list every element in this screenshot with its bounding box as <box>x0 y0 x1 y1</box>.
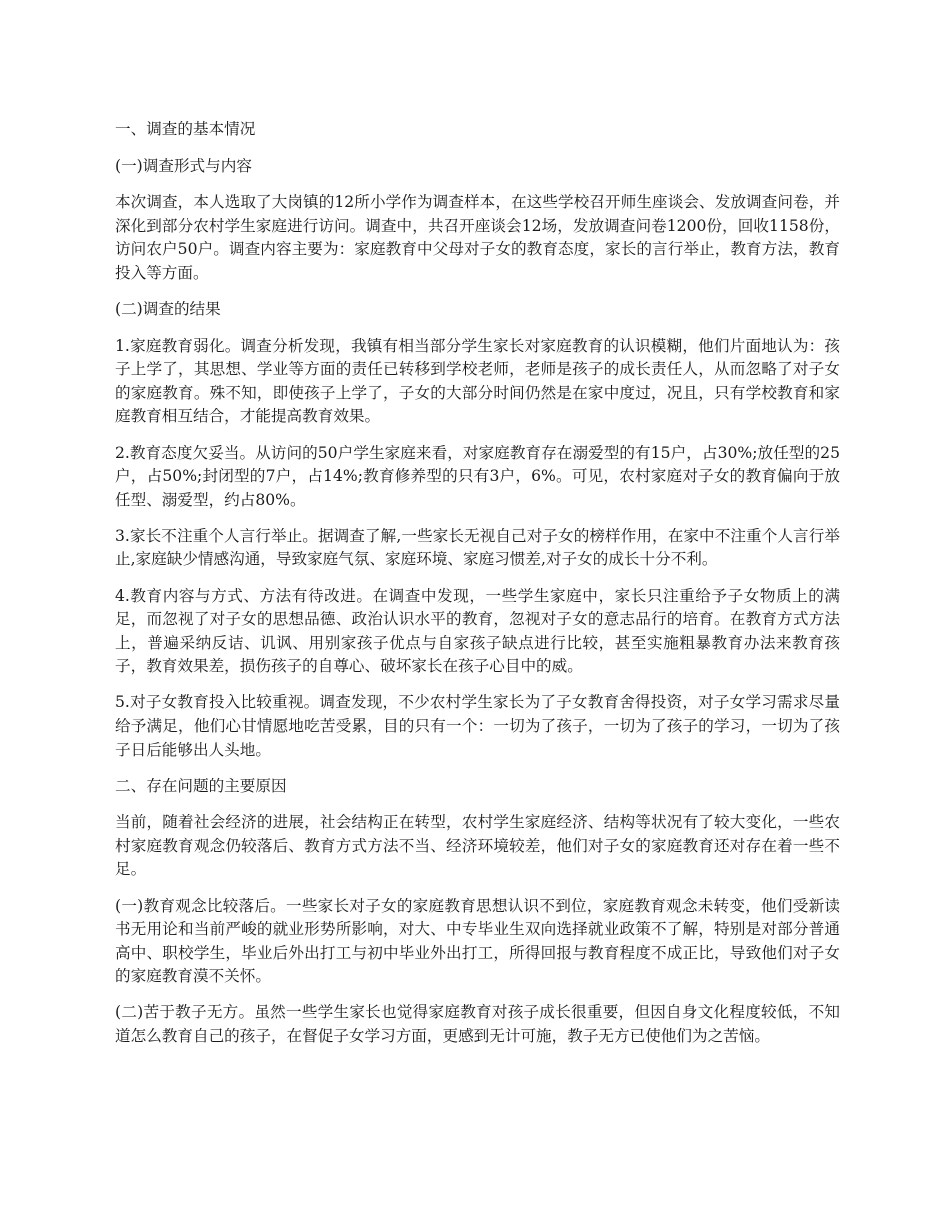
paragraph-result-2: 2.教育态度欠妥当。从访问的50户学生家庭来看，对家庭教育存在溺爱型的有15户，占30%;放任型的25户，占50%;封闭型的7户，占14%;教育修养型的只有3户，6%。可见，农村家庭对子女的教育偏向于放任型、溺爱型，约占80%。 <box>115 443 840 509</box>
document-page <box>115 118 840 1061</box>
paragraph-result-4: 4.教育内容与方式、方法有待改进。在调查中发现，一些学生家庭中，家长只注重给予子女物质上的满足，而忽视了对子女的思想品德、政治认识水平的教育，忽视对子女的意志品行的培育。在教育方式方法上，普遍采纳反诘、讥讽、用别家孩子优点与自家孩子缺点进行比较，甚至实施粗暴教育办法来教育孩子，教育效果差，损伤孩子的自尊心、破坏家长在孩子心目中的威。 <box>115 586 840 676</box>
paragraph-survey-description: 本次调查，本人选取了大岗镇的12所小学作为调查样本，在这些学校召开师生座谈会、发放调查问卷，并深化到部分农村学生家庭进行访问。调查中，共召开座谈会12场，发放调查问卷1200份，回收1158份，访问农户50户。调查内容主要为：家庭教育中父母对子女的教育态度，家长的言行举止，教育方法，教育投入等方面。 <box>115 193 840 282</box>
subsection-heading-results: (二)调查的结果 <box>115 300 221 319</box>
paragraph-result-3: 3.家长不注重个人言行举止。据调查了解,一些家长无视自己对子女的榜样作用，在家中不注重个人言行举止,家庭缺少情感沟通，导致家庭气氛、家庭环境、家庭习惯差,对子女的成长十分不利。 <box>115 526 840 569</box>
paragraph-cause-1: (一)教育观念比较落后。一些家长对子女的家庭教育思想认识不到位，家庭教育观念未转变，他们受新读书无用论和当前严峻的就业形势所影响，对大、中专毕业生双向选择就业政策不了解，特别是对部分普通高中、职校学生，毕业后外出打工与初中毕业外出打工，所得回报与教育程度不成正比，导致他们对子女的家庭教育漠不关怀。 <box>115 896 840 986</box>
section-heading-main-causes: 二、存在问题的主要原因 <box>115 776 287 795</box>
paragraph-causes-intro: 当前，随着社会经济的进展，社会结构正在转型，农村学生家庭经济、结构等状况有了较大变化，一些农村家庭教育观念仍较落后、教育方式方法不当、经济环境较差，他们对子女的家庭教育还对存在着一些不足。 <box>115 813 840 879</box>
section-heading-survey-overview: 一、调查的基本情况 <box>115 120 256 138</box>
paragraph-cause-2: (二)苦于教子无方。虽然一些学生家长也觉得家庭教育对孩子成长很重要，但因自身文化程度较低，不知道怎么教育自己的孩子，在督促子女学习方面，更感到无计可施，教子无方已使他们为之苦恼。 <box>115 1003 840 1045</box>
paragraph-result-5: 5.对子女教育投入比较重视。调查发现，不少农村学生家长为了子女教育舍得投资，对子女学习需求尽量给予满足，他们心甘情愿地吃苦受累，目的只有一个：一切为了孩子，一切为了孩子的学习，一切为了孩子日后能够出人头地。 <box>115 693 840 759</box>
paragraph-result-1: 1.家庭教育弱化。调查分析发现，我镇有相当部分学生家长对家庭教育的认识模糊，他们片面地认为：孩子上学了，其思想、学业等方面的责任已转移到学校老师，老师是孩子的成长责任人，从而忽略了对子女的家庭教育。殊不知，即使孩子上学了，子女的大部分时间仍然是在家中度过，况且，只有学校教育和家庭教育相互结合，才能提高教育效果。 <box>115 336 840 426</box>
subsection-heading-form-content: (一)调查形式与内容 <box>115 156 252 175</box>
